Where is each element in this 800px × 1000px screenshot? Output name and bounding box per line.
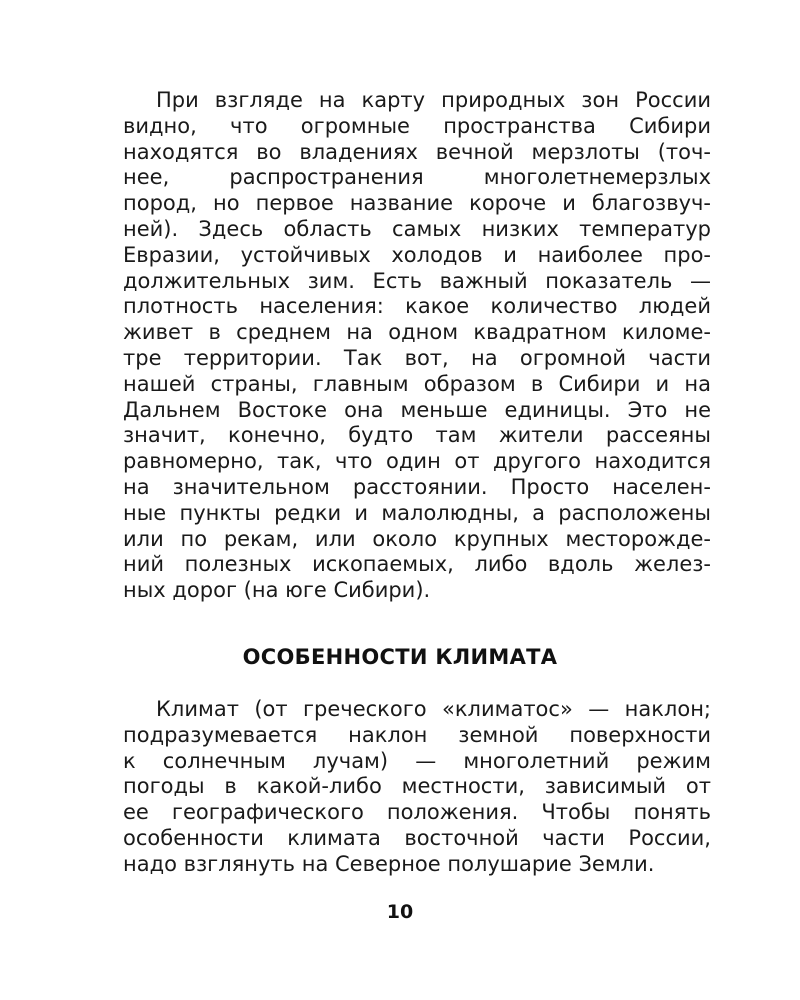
text-line: нее, распространения многолетнемерзлых xyxy=(123,165,711,190)
page-number: 10 xyxy=(386,901,414,923)
text-line: нашей страны, главным образом в Сибири и на xyxy=(123,371,711,396)
text-line: должительных зим. Есть важный показатель — xyxy=(123,268,711,293)
text-line: значит, конечно, будто там жители рассеяны xyxy=(123,423,711,448)
text-line: подразумевается наклон земной поверхности xyxy=(123,722,711,747)
text-line: видно, что огромные пространства Сибири xyxy=(123,113,711,138)
text-line: равномерно, так, что один от другого находится xyxy=(123,449,711,474)
text-line: находятся во владениях вечной мерзлоты (точ- xyxy=(123,139,711,164)
paragraph-permafrost xyxy=(123,88,711,604)
text-line: Климат (от греческого «климатос» — наклон; xyxy=(156,697,711,721)
text-line: Дальнем Востоке она меньше единицы. Это не xyxy=(123,397,711,422)
text-line: погоды в какой-либо местности, зависимый от xyxy=(123,774,711,799)
text-line: ней). Здесь область самых низких температур xyxy=(123,216,711,241)
text-line: пород, но первое название короче и благозвуч- xyxy=(123,191,711,216)
text-line: ний полезных ископаемых, либо вдоль желез- xyxy=(123,552,711,577)
text-line: к солнечным лучам) — многолетний режим xyxy=(123,748,711,773)
text-line: или по рекам, или около крупных месторожде- xyxy=(123,526,711,551)
text-line: При взгляде на карту природных зон России xyxy=(156,88,711,112)
text-line: плотность населения: какое количество людей xyxy=(123,294,711,319)
text-line: живет в среднем на одном квадратном киломе- xyxy=(123,320,711,345)
text-line: на значительном расстоянии. Просто населен- xyxy=(123,474,711,499)
paragraph-climate xyxy=(123,697,711,878)
text-line: ные пункты редки и малолюдны, а расположены xyxy=(123,500,711,525)
text-line: Евразии, устойчивых холодов и наиболее про- xyxy=(123,242,711,267)
text-line: ных дорог (на юге Сибири). xyxy=(123,578,431,603)
text-line: особенности климата восточной части России, xyxy=(123,825,711,850)
text-line: надо взглянуть на Северное полушарие Земли. xyxy=(123,851,655,876)
section-heading: ОСОБЕННОСТИ КЛИМАТА xyxy=(242,645,558,669)
text-line: тре территории. Так вот, на огромной части xyxy=(123,345,711,370)
text-line: ее географического положения. Чтобы понять xyxy=(123,800,711,825)
